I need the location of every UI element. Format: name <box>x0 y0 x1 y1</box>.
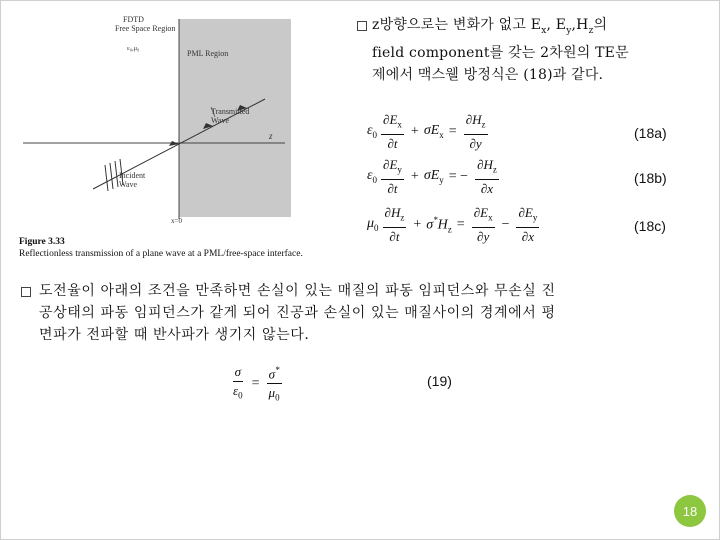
z-axis-label: z <box>269 131 273 141</box>
equation-18b-number: (18b) <box>634 170 667 186</box>
equation-18a: $\varepsilon_0$ $\frac{\partial E_x}{\partial t}$ + $\sigma E_x$ = $\frac{\partial H_z}{\partial y}$ <box>367 112 486 151</box>
bullet-1-icon <box>357 21 367 31</box>
page-number-badge: 18 <box>674 495 706 527</box>
params-label: ε₀,μ₀ <box>127 45 140 52</box>
equation-18c-number: (18c) <box>634 218 666 234</box>
section-1-line-1: z방향으로는 변화가 없고 $E_x$, $E_y,H_z$의 <box>372 17 608 36</box>
transmitted-label: Transmitted Wave <box>211 107 250 125</box>
section-2-line-2: 공상태의 파동 임피던스가 같게 되어 진공과 손실이 있는 매질사이의 경계에서 평 <box>39 305 556 321</box>
pml-label: PML Region <box>187 49 229 58</box>
x0-label: x=0 <box>171 217 182 225</box>
figure-caption-text: Reflectionless transmission of a plane wave at a PML/free-space interface. <box>19 249 303 259</box>
equation-19: $\frac{\sigma}{\varepsilon_0}$ = $\frac{\sigma^*}{\mu_0}$ <box>229 361 284 407</box>
section-1-text <box>372 14 629 86</box>
equation-18c: $\mu_0$ $\frac{\partial H_z}{\partial t}$ + $\sigma^*H_z$ = $\frac{\partial E_x}{\partial y}$ − $\frac{\partial E_y}{\partial x}$ <box>367 205 538 244</box>
section-2-line-3: 면파가 전파할 때 반사파가 생기지 않는다. <box>39 327 310 343</box>
section-2-text <box>39 280 556 346</box>
free-space-label: Free Space Region <box>115 24 176 33</box>
pml-figure <box>15 5 345 267</box>
figure-lines <box>15 5 345 267</box>
equation-18b: $\varepsilon_0$ $\frac{\partial E_y}{\partial t}$ + $\sigma E_y$ = − $\frac{\partial H_z}{\partial x}$ <box>367 157 497 196</box>
bullet-2-icon <box>21 287 31 297</box>
incident-label: Incident Wave <box>119 171 146 189</box>
equation-19-number: (19) <box>427 373 452 389</box>
equation-18a-number: (18a) <box>634 125 667 141</box>
section-2-line-1: 도전율이 아래의 조건을 만족하면 손실이 있는 매질의 파동 임피던스와 무손실 진 <box>39 283 556 299</box>
section-1-line-2: field component를 갖는 2차원의 TE문 <box>372 44 629 61</box>
figure-caption-title: Figure 3.33 <box>19 237 65 247</box>
section-1-line-3: 제에서 맥스웰 방정식은 (18)과 같다. <box>372 66 604 83</box>
fdtd-label: FDTD <box>123 15 144 24</box>
